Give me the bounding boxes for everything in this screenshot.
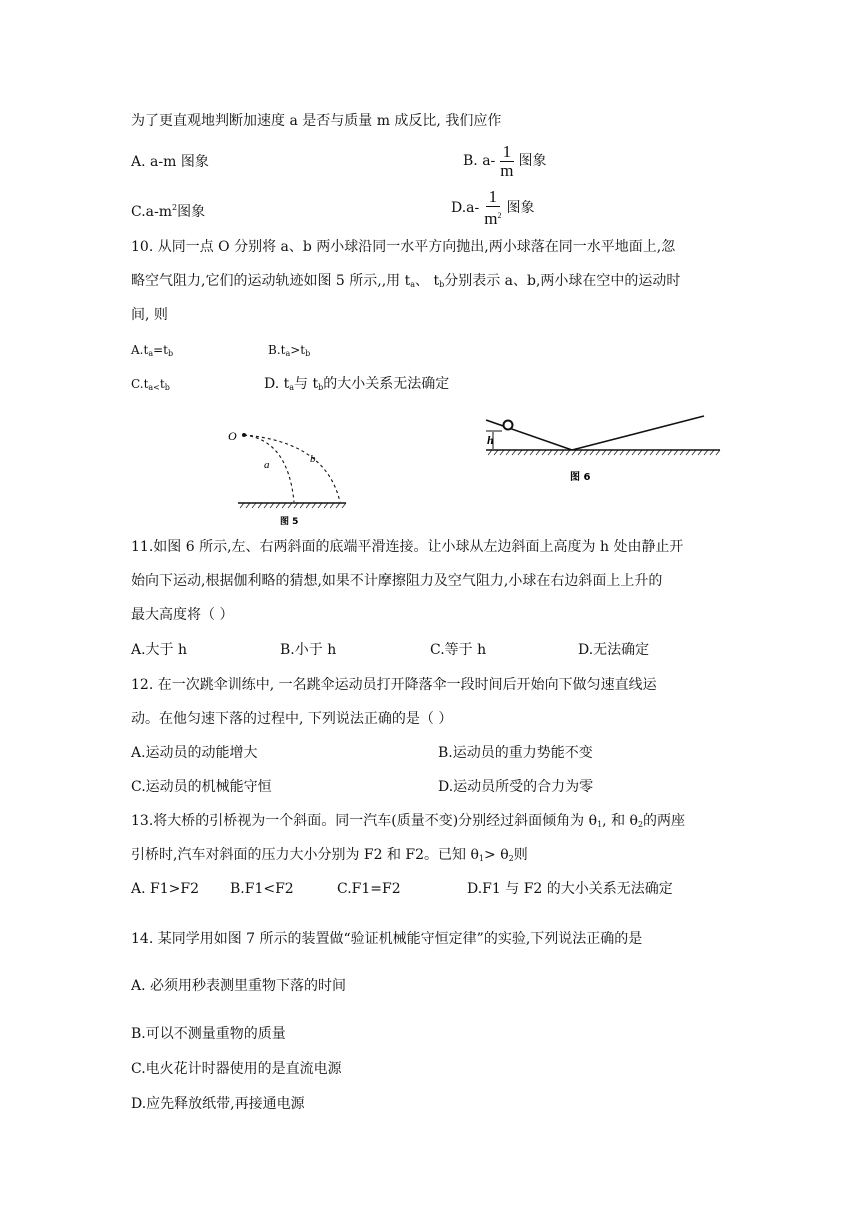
- q10-line-2-post: 分别表示 a、b,两小球在空中的运动时: [444, 273, 681, 289]
- q10-line-2-pre: 略空气阻力,它们的运动轨迹如图 5 所示,,用 t: [131, 273, 411, 289]
- q9-d-den-sup: 2: [497, 211, 502, 220]
- q13-line-2-pre: 引桥时,汽车对斜面的压力大小分别为 F2 和 F2。已知 θ: [131, 847, 479, 863]
- fig5-trajectory-b: [244, 435, 340, 502]
- q14-line-1: 14. 某同学用如图 7 所示的装置做“验证机械能守恒定律”的实验,下列说法正确的是: [131, 931, 643, 947]
- q9-option-c-suffix: 图象: [177, 204, 206, 220]
- q9-option-d-suffix: 图象: [506, 200, 535, 216]
- q13-line-2-sub2: 2: [508, 854, 514, 863]
- q10-a-mid: =t: [153, 343, 168, 357]
- q9-option-a: A. a-m 图象: [131, 154, 209, 170]
- q10-line-1: 10. 从同一点 O 分别将 a、b 两小球沿同一水平方向抛出,两小球落在同一水平地面上,忽: [131, 239, 676, 255]
- q11-line-1: 11.如图 6 所示,左、右两斜面的底端平滑连接。让小球从左边斜面上高度为 h 处由静止开: [131, 539, 684, 555]
- q13-line-1-sub1: 1: [597, 820, 603, 829]
- q13-option-c: C.F1=F2: [337, 881, 401, 897]
- q13-option-a: A. F1>F2: [131, 881, 199, 897]
- q11-option-a: A.大于 h: [131, 642, 188, 658]
- q10-b-sub1: a: [285, 349, 291, 358]
- q10-d-sub2: b: [318, 383, 324, 392]
- q13-line-2-mid: > θ: [484, 847, 509, 863]
- q9-option-c: [131, 198, 205, 222]
- q10-b-mid: >t: [290, 343, 306, 357]
- q9-option-b: [463, 142, 547, 180]
- q10-c-mid: t: [159, 377, 165, 391]
- q9-option-b-fraction: [497, 143, 516, 180]
- q10-option-a: [131, 340, 173, 364]
- q10-b-sub2: b: [305, 349, 311, 358]
- q12-line-1: 12. 在一次跳伞训练中, 一名跳伞运动员打开降落伞一段时间后开始向下做匀速直线运: [131, 677, 657, 693]
- q10-c-sub2: b: [164, 383, 170, 392]
- q13-option-b: B.F1<F2: [230, 881, 294, 897]
- q10-option-c: [131, 374, 170, 398]
- q11-line-2: 始向下运动,根据伽利略的猜想,如果不计摩擦阻力及空气阻力,小球在右边斜面上上升的: [131, 573, 663, 589]
- q12-option-c: C.运动员的机械能守恒: [131, 779, 272, 795]
- q11-option-c: C.等于 h: [430, 642, 487, 658]
- fig6-ball: [504, 421, 513, 430]
- q13-line-1-pre: 13.将大桥的引桥视为一个斜面。同一汽车(质量不变)分别经过斜面倾角为 θ: [131, 813, 598, 829]
- q14-option-a: A. 必须用秒表测里重物下落的时间: [131, 978, 347, 994]
- q12-option-a: A.运动员的动能增大: [131, 745, 258, 761]
- q11-line-3: 最大高度将（ ）: [131, 607, 234, 623]
- q10-line-2-sub-a: a: [410, 280, 416, 289]
- q13-line-2-sub1: 1: [478, 854, 485, 863]
- q10-line-2-sub-b: b: [439, 280, 445, 289]
- q10-line-3: 间, 则: [131, 307, 168, 323]
- q10-line-2-mid: 、 t: [415, 273, 440, 289]
- q9-option-b-suffix: 图象: [518, 153, 547, 169]
- q10-d-post: 的大小关系无法确定: [323, 376, 450, 392]
- q14-option-b: B.可以不测量重物的质量: [131, 1026, 286, 1042]
- fig5-label-b: b: [310, 453, 316, 465]
- q10-d-mid: 与 t: [294, 376, 319, 392]
- q10-a-sub2: b: [167, 349, 174, 358]
- figure-6: [482, 412, 726, 490]
- q9-b-denominator: m: [500, 160, 514, 180]
- q12-line-2: 动。在他匀速下落的过程中, 下列说法正确的是（ ）: [131, 711, 453, 727]
- q9-d-denominator: [481, 207, 504, 228]
- q13-line-1-sub2: 2: [637, 820, 644, 829]
- q10-c-pre: C.t: [131, 377, 149, 391]
- q13-option-d: D.F1 与 F2 的大小关系无法确定: [467, 881, 673, 897]
- fig6-left-slope: [486, 420, 572, 450]
- q9-option-c-prefix: C.a-m: [131, 204, 173, 220]
- q10-option-d: [264, 374, 449, 398]
- q10-a-pre: A.t: [131, 343, 149, 357]
- q13-line-1-mid: , 和 θ: [602, 813, 638, 829]
- q10-a-sub1: a: [148, 349, 154, 358]
- q10-c-sub1: a<: [148, 383, 160, 392]
- question-9-stem: 为了更直观地判断加速度 a 是否与质量 m 成反比, 我们应作: [131, 113, 502, 129]
- q14-option-d: D.应先释放纸带,再接通电源: [131, 1096, 305, 1112]
- q10-b-pre: B.t: [268, 343, 286, 357]
- q10-option-b: [268, 340, 310, 364]
- q10-d-pre: D. t: [264, 376, 290, 392]
- q9-option-d-prefix: D.a-: [451, 200, 480, 216]
- q9-option-d: [451, 188, 535, 228]
- q10-d-sub1: a: [289, 383, 295, 392]
- fig6-right-slope: [572, 416, 704, 450]
- fig5-label-a: a: [264, 459, 270, 471]
- q9-d-den-base: m: [484, 209, 498, 228]
- fig5-label-o: O: [228, 429, 237, 443]
- q11-option-b: B.小于 h: [280, 642, 337, 658]
- q13-line-1-post: 的两座: [643, 813, 686, 829]
- fig6-caption: 图 6: [570, 472, 591, 483]
- q12-option-d: D.运动员所受的合力为零: [438, 779, 594, 795]
- q11-option-d: D.无法确定: [578, 642, 650, 658]
- q9-b-numerator: 1: [500, 143, 515, 162]
- q14-option-c: C.电火花计时器使用的是直流电源: [131, 1061, 342, 1077]
- q9-option-c-sup: 2: [172, 203, 178, 212]
- q12-option-b: B.运动员的重力势能不变: [438, 745, 593, 761]
- q13-line-1: [131, 811, 685, 835]
- q9-option-d-fraction: [481, 188, 504, 228]
- fig5-caption: 图 5: [280, 517, 299, 527]
- q9-option-b-prefix: B. a-: [463, 153, 496, 169]
- fig6-label-h: h: [487, 433, 494, 447]
- q10-line-2: [131, 271, 680, 295]
- q13-line-2-post: 则: [513, 847, 528, 863]
- q13-line-2: [131, 845, 528, 869]
- q9-d-numerator: 1: [486, 188, 501, 207]
- figure-5: [222, 420, 352, 530]
